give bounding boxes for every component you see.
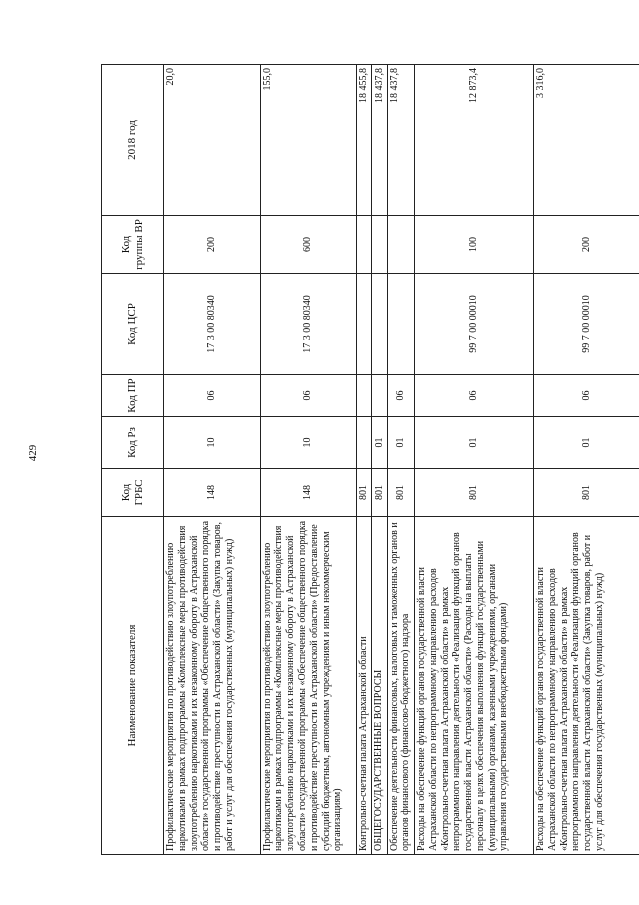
cell-rz: 01	[534, 417, 639, 469]
cell-name: ОБЩЕГОСУДАРСТВЕННЫЕ ВОПРОСЫ	[372, 517, 387, 855]
cell-vr	[372, 216, 387, 274]
cell-grbs: 801	[387, 469, 414, 517]
cell-grbs: 801	[534, 469, 639, 517]
table-row	[357, 65, 372, 855]
cell-csr: 17 3 00 80340	[164, 274, 261, 375]
cell-name: Расходы на обеспечение функций органов государственной власти Астраханской области по непрограммному направлению расходов «Контрольно-счетная палата Астраханской области» в рамках непрограммного направления деятельности «Реализация функций органов государственной власти Астраханской области» (Расходы на выплаты персоналу в целях обеспечения выполнения функций государственными (муниципальными) органами, казенными учреждениями, органами управления государственными внебюджетными фондами)	[414, 517, 533, 855]
cell-csr	[357, 274, 372, 375]
budget-table	[101, 64, 639, 855]
cell-pr	[357, 375, 372, 417]
header-name: Наименование показателя	[102, 517, 164, 855]
cell-value: 155,0	[260, 65, 357, 216]
cell-rz: 01	[387, 417, 414, 469]
cell-grbs: 801	[357, 469, 372, 517]
cell-vr: 600	[260, 216, 357, 274]
cell-pr: 06	[260, 375, 357, 417]
cell-value: 12 873,4	[414, 65, 533, 216]
table-header-row	[102, 65, 164, 855]
header-grbs: Код ГРБС	[102, 469, 164, 517]
cell-name: Профилактические мероприятия по противодействию злоупотреблению наркотиками в рамках подпрограммы «Комплексные меры противодействия злоупотреблению наркотиками и их незаконному обороту в Астраханской области» государственной программы «Обеспечение общественного порядка и противодействие преступности в Астраханской области» (Закупка товаров, работ и услуг для обеспечения государственных (муниципальных) нужд)	[164, 517, 261, 855]
cell-rz: 10	[164, 417, 261, 469]
cell-name: Расходы на обеспечение функций органов государственной власти Астраханской области по непрограммному направлению расходов «Контрольно-счетная палата Астраханской области» в рамках непрограммного направления деятельности «Реализация функций органов государственной власти Астраханской области» (Закупка товаров, работ и услуг для обеспечения государственных (муниципальных) нужд)	[534, 517, 639, 855]
table-row	[387, 65, 414, 855]
cell-name: Контрольно-счетная палата Астраханской области	[357, 517, 372, 855]
cell-vr: 200	[164, 216, 261, 274]
cell-rz	[357, 417, 372, 469]
cell-pr: 06	[164, 375, 261, 417]
cell-grbs: 801	[372, 469, 387, 517]
cell-csr	[387, 274, 414, 375]
cell-csr	[372, 274, 387, 375]
header-pr: Код ПР	[102, 375, 164, 417]
cell-rz: 01	[372, 417, 387, 469]
cell-pr: 06	[387, 375, 414, 417]
cell-rz: 01	[414, 417, 533, 469]
table-row	[414, 65, 533, 855]
cell-value: 18 455,8	[357, 65, 372, 216]
cell-vr: 200	[534, 216, 639, 274]
cell-pr: 06	[414, 375, 533, 417]
cell-csr: 17 3 00 80340	[260, 274, 357, 375]
cell-value: 18 437,8	[372, 65, 387, 216]
cell-grbs: 148	[260, 469, 357, 517]
cell-rz: 10	[260, 417, 357, 469]
rotated-page-content	[101, 65, 639, 855]
cell-value: 18 437,8	[387, 65, 414, 216]
cell-vr	[387, 216, 414, 274]
cell-vr: 100	[414, 216, 533, 274]
cell-grbs: 801	[414, 469, 533, 517]
cell-value: 3 316,0	[534, 65, 639, 216]
cell-csr: 99 7 00 00010	[534, 274, 639, 375]
header-vr: Код группы ВР	[102, 216, 164, 274]
table-row	[372, 65, 387, 855]
cell-grbs: 148	[164, 469, 261, 517]
cell-csr: 99 7 00 00010	[414, 274, 533, 375]
header-year: 2018 год	[102, 65, 164, 216]
table-row	[534, 65, 639, 855]
header-rz: Код Рз	[102, 417, 164, 469]
cell-pr	[372, 375, 387, 417]
cell-value: 20,0	[164, 65, 261, 216]
table-row	[260, 65, 357, 855]
cell-pr: 06	[534, 375, 639, 417]
cell-name: Профилактические мероприятия по противодействию злоупотреблению наркотиками в рамках подпрограммы «Комплексные меры противодействия злоупотреблению наркотиками и их незаконному обороту в Астраханской области» государственной программы «Обеспечение общественного порядка и противодействие преступности в Астраханской области» (Предоставление субсидий бюджетным, автономным учреждениям и иным некоммерческим организациям)	[260, 517, 357, 855]
table-row	[164, 65, 261, 855]
cell-name: Обеспечение деятельности финансовых, налоговых и таможенных органов и органов финансового (финансово-бюджетного) надзора	[387, 517, 414, 855]
header-csr: Код ЦСР	[102, 274, 164, 375]
cell-vr	[357, 216, 372, 274]
page-number: 429	[27, 444, 39, 462]
